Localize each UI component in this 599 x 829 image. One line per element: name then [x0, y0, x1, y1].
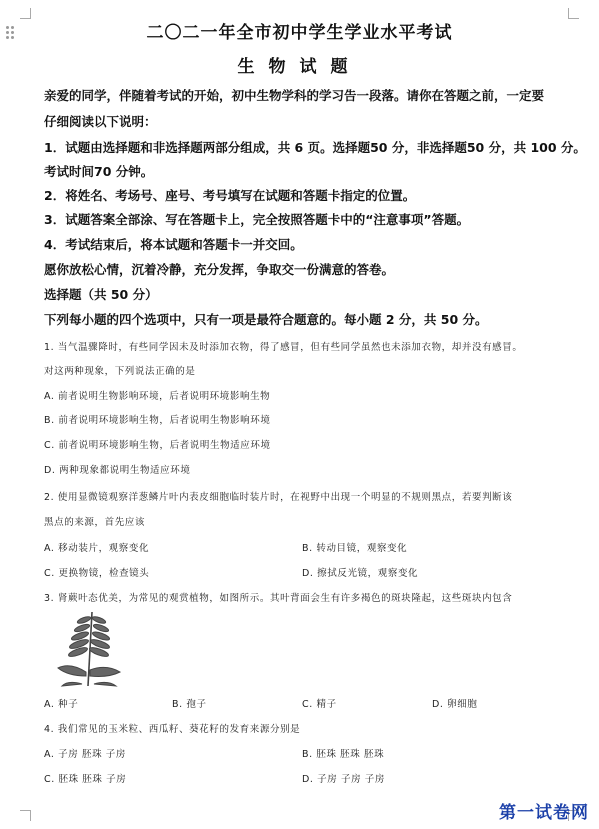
q3-option-d: D. 卵细胞 — [432, 699, 478, 710]
q1-option-b: B. 前者说明环境影响生物，后者说明生物影响环境 — [44, 415, 271, 426]
q3-option-b: B. 孢子 — [172, 699, 207, 710]
q2-option-b: B. 转动目镜，观察变化 — [302, 543, 408, 554]
instruction-item-1b: 考试时间70 分钟。 — [44, 164, 154, 179]
q1-option-c: C. 前者说明环境影响生物，后者说明生物适应环境 — [44, 440, 271, 451]
page-corner-bottom-left — [20, 810, 31, 821]
section-instruction: 下列每小题的四个选项中，只有一项是最符合题意的。每小题 2 分，共 50 分。 — [44, 312, 488, 327]
q2-option-c: C. 更换物镜，检查镜头 — [44, 568, 150, 579]
q4-stem: 4. 我们常见的玉米粒、西瓜籽、葵花籽的发育来源分别是 — [44, 724, 301, 735]
q2-option-a: A. 移动装片，观察变化 — [44, 543, 150, 554]
q2-stem-line-2: 黑点的来源，首先应该 — [44, 517, 146, 528]
q4-option-b: B. 胚珠 胚珠 胚珠 — [302, 749, 385, 760]
q1-stem-line-2: 对这两种现象，下列说法正确的是 — [44, 366, 196, 377]
instruction-item-4: 4．考试结束后，将本试题和答题卡一并交回。 — [44, 237, 303, 252]
exam-subtitle: 生物试题 — [237, 57, 362, 77]
q3-stem: 3. 肾蕨叶态优美，为常见的观赏植物，如图所示。其叶背面会生有许多褐色的斑块隆起，这些斑块内包含 — [44, 593, 513, 604]
instruction-item-1a: 1．试题由选择题和非选择题两部分组成，共 6 页。选择题50 分，非选择题50 分，共 100 分。 — [44, 140, 586, 155]
section-heading: 选择题（共 50 分） — [44, 287, 158, 302]
q1-option-a: A. 前者说明生物影响环境，后者说明环境影响生物 — [44, 391, 271, 402]
intro-line-1: 亲爱的同学，伴随着考试的开始，初中生物学科的学习告一段落。请你在答题之前，一定要 — [44, 88, 545, 103]
q3-option-c: C. 精子 — [302, 699, 337, 710]
q1-option-d: D. 两种现象都说明生物适应环境 — [44, 465, 191, 476]
q2-option-d: D. 擦拭反光镜，观察变化 — [302, 568, 419, 579]
q1-stem-line-1: 1. 当气温骤降时，有些同学因未及时添加衣物，得了感冒，但有些同学虽然也未添加衣物，却并没有感冒。 — [44, 342, 523, 353]
wish-text: 愿你放松心情，沉着冷静，充分发挥，争取交一份满意的答卷。 — [44, 262, 395, 277]
q4-option-a: A. 子房 胚珠 子房 — [44, 749, 127, 760]
q2-stem-line-1: 2. 使用显微镜观察洋葱鳞片叶内表皮细胞临时装片时，在视野中出现一个明显的不规则黑点，若要判断该 — [44, 492, 513, 503]
q4-option-c: C. 胚珠 胚珠 子房 — [44, 774, 127, 785]
q3-option-a: A. 种子 — [44, 699, 79, 710]
intro-line-2: 仔细阅读以下说明： — [44, 114, 157, 129]
site-watermark: 第一试卷网 — [499, 803, 589, 823]
fern-plant-illustration — [48, 606, 130, 688]
instruction-item-2: 2．将姓名、考场号、座号、考号填写在试题和答题卡指定的位置。 — [44, 188, 416, 203]
exam-title: 二〇二一年全市初中学生学业水平考试 — [146, 23, 453, 43]
q4-option-d: D. 子房 子房 子房 — [302, 774, 385, 785]
instruction-item-3: 3．试题答案全部涂、写在答题卡上，完全按照答题卡中的“注意事项”答题。 — [44, 212, 470, 227]
